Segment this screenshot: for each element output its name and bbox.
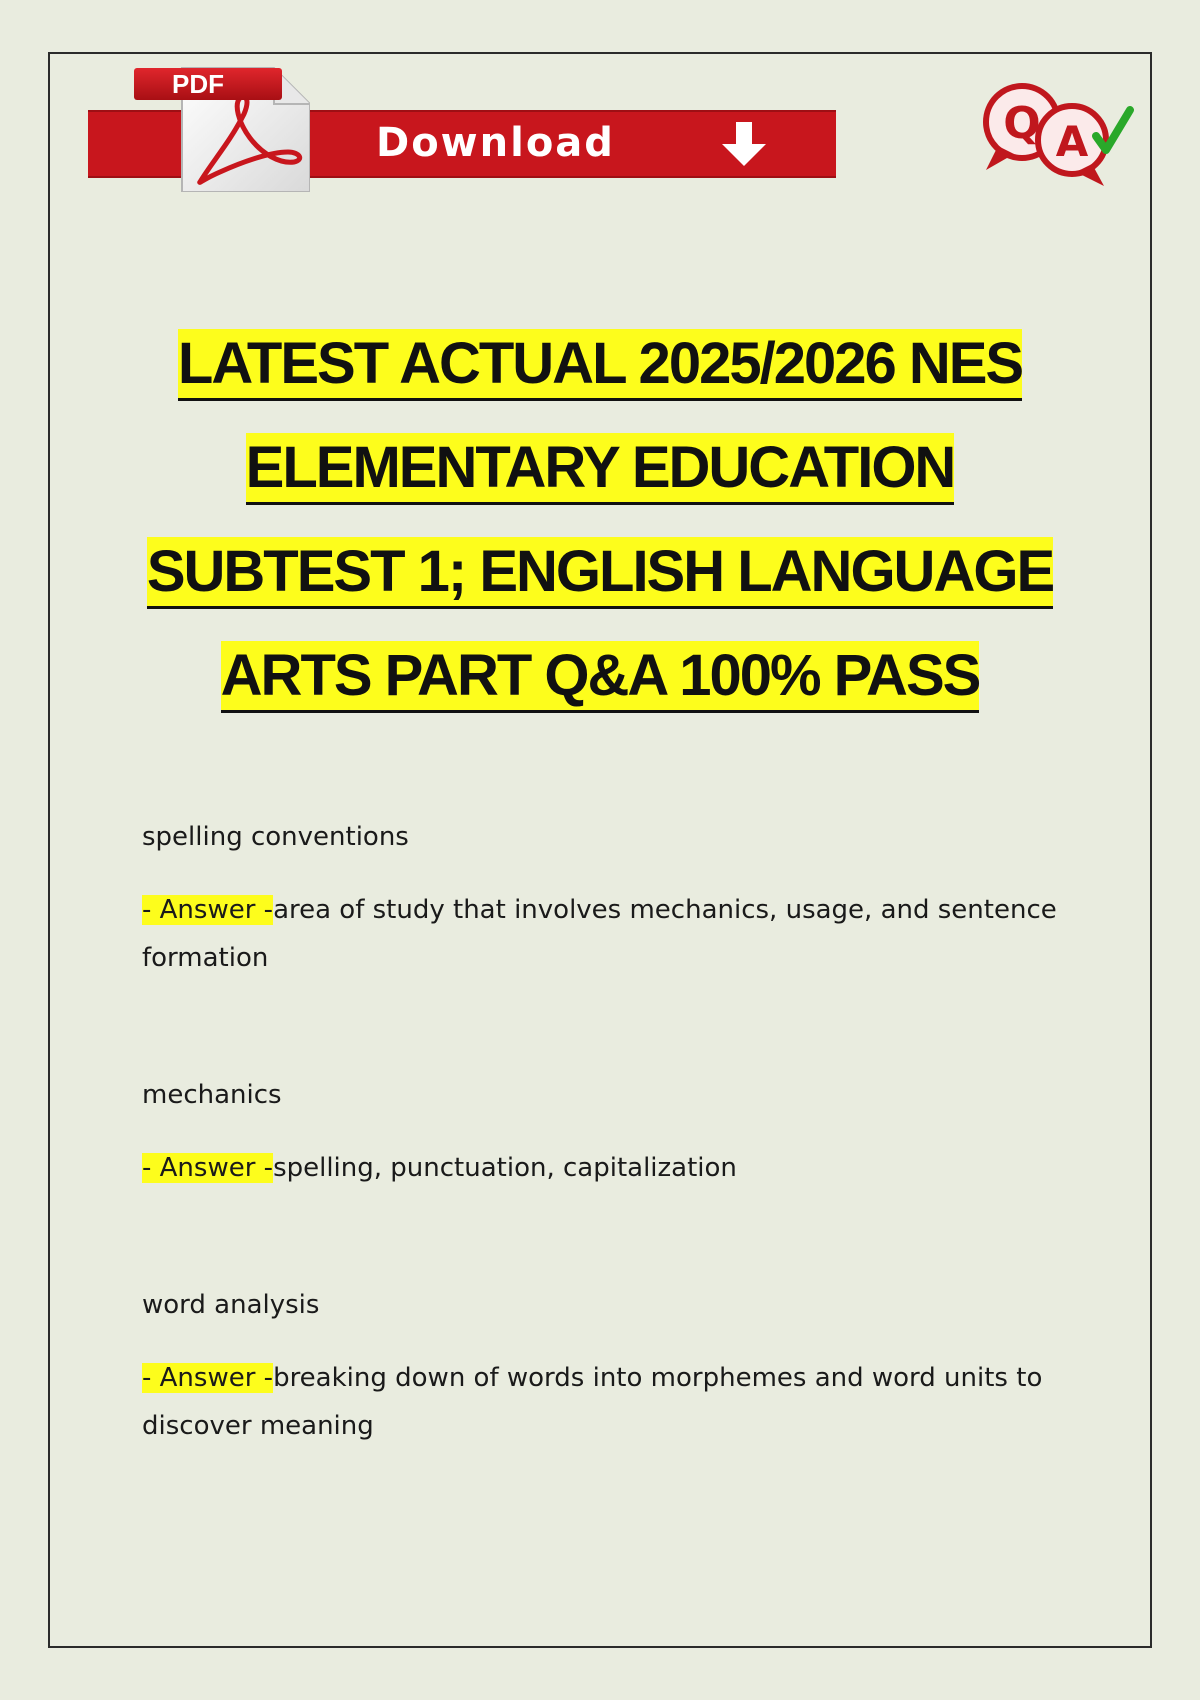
answer-text: spelling, punctuation, capitalization [273,1153,737,1183]
title-line: ELEMENTARY EDUCATION [60,416,1140,520]
qa-a-letter: A [1055,117,1089,166]
answer [142,1354,1062,1450]
qa-item [142,818,1062,1076]
term: word analysis [142,1290,320,1320]
pdf-file-icon [134,64,310,192]
title-line: LATEST ACTUAL 2025/2026 NES [60,312,1140,416]
qa-list [142,818,1062,1450]
pdf-tag: PDF [134,68,282,100]
answer-tag: - Answer - [142,1363,274,1393]
document-title [60,312,1140,728]
qa-item [142,1076,1062,1286]
answer [142,1144,1062,1192]
download-label: Download [376,120,615,166]
answer-text: area of study that involves mechanics, usage, and sentence formation [142,895,1057,973]
answer-tag: - Answer - [142,1153,274,1183]
qa-icon [980,80,1140,190]
term: spelling conventions [142,822,409,852]
term: mechanics [142,1080,282,1110]
qa-q-letter: Q [1003,98,1041,149]
title-line: ARTS PART Q&A 100% PASS [60,624,1140,728]
download-arrow-icon [716,120,772,170]
qa-item [142,1286,1062,1450]
answer [142,886,1062,982]
title-line: SUBTEST 1; ENGLISH LANGUAGE [60,520,1140,624]
answer-text: breaking down of words into morphemes and word units to discover meaning [142,1363,1043,1441]
download-button[interactable] [88,62,836,188]
answer-tag: - Answer - [142,895,274,925]
